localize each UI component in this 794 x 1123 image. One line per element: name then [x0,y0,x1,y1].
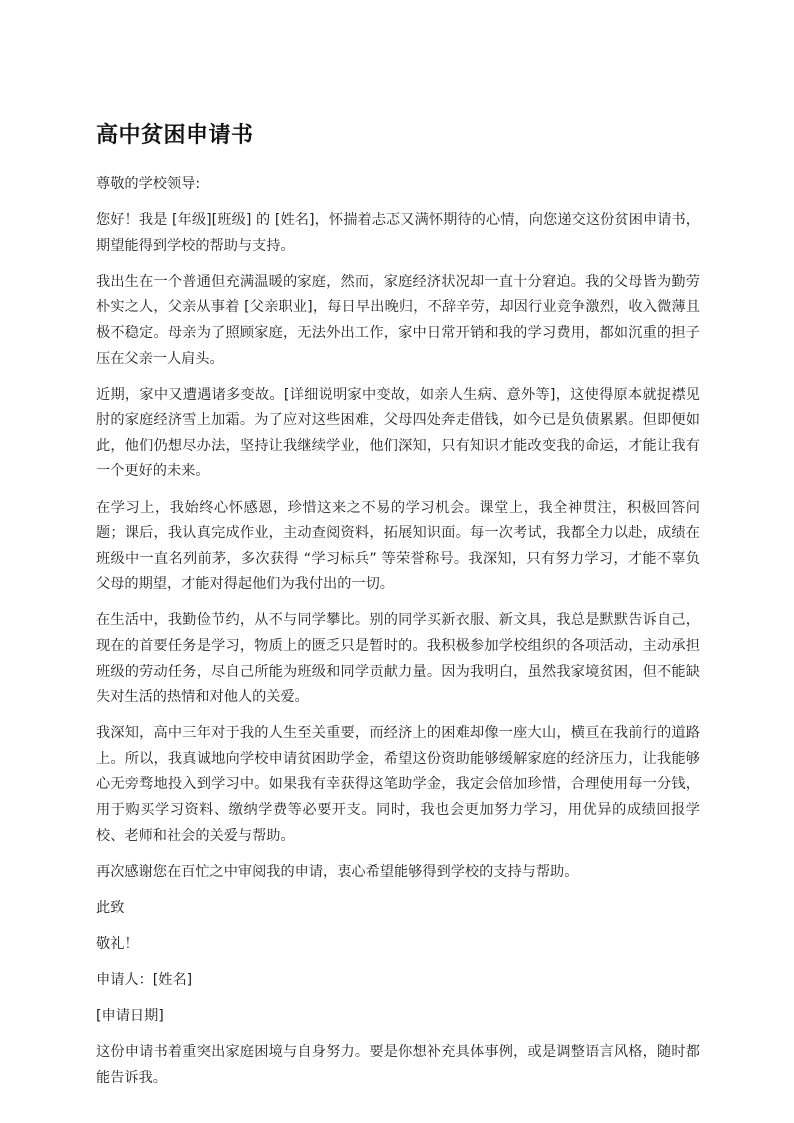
paragraph-request: 我深知，高中三年对于我的人生至关重要，而经济上的困难却像一座大山，横亘在我前行的道路上。所以，我真诚地向学校申请贫困助学金，希望这份资助能够缓解家庭的经济压力，让我能够心无旁骛地投入到学习中。如果我有幸获得这笔助学金，我定会倍加珍惜，合理使用每一分钱，用于购买学习资料、缴纳学费等必要开支。同时，我也会更加努力学习，用优异的成绩回报学校、老师和社会的关爱与帮助。 [96,725,700,844]
document-title: 高中贫困申请书 [96,123,254,148]
document-page [96,118,700,1102]
paragraph-family-background: 我出生在一个普通但充满温暖的家庭，然而，家庭经济状况却一直十分窘迫。我的父母皆为勤劳朴实之人，父亲从事着 [父亲职业]，每日早出晚归，不辞辛劳，却因行业竞争激烈，收入微薄且极不稳定。母亲为了照顾家庭，无法外出工作，家中日常开销和我的学习费用，都如沉重的担子压在父亲一人肩头。 [96,273,700,367]
paragraph-recent-hardship: 近期，家中又遭遇诸多变故。[详细说明家中变故，如亲人生病、意外等]，这使得原本就捉襟见肘的家庭经济雪上加霜。为了应对这些困难，父母四处奔走借钱，如今已是负债累累。但即便如此，他们仍想尽办法，坚持让我继续学业，他们深知，只有知识才能改变我的命运，才能让我有一个更好的未来。 [96,386,700,480]
paragraph-study: 在学习上，我始终心怀感恩，珍惜这来之不易的学习机会。课堂上，我全神贯注，积极回答问题；课后，我认真完成作业，主动查阅资料，拓展知识面。每一次考试，我都全力以赴，成绩在班级中一直名列前茅，多次获得 “学习标兵” 等荣誉称号。我深知，只有努力学习，才能不辜负父母的期望，才能对得起他们为我付出的一切。 [96,499,700,593]
paragraph-thanks: 再次感谢您在百忙之中审阅我的申请，衷心希望能够得到学校的支持与帮助。 [96,863,579,880]
paragraph-life: 在生活中，我勤俭节约，从不与同学攀比。别的同学买新衣服、新文具，我总是默默告诉自己，现在的首要任务是学习，物质上的匮乏只是暂时的。我积极参加学校组织的各项活动，主动承担班级的劳动任务，尽自己所能为班级和同学贡献力量。因为我明白，虽然我家境贫困，但不能缺失对生活的热情和对他人的关爱。 [96,612,700,706]
application-date: [申请日期] [96,1008,164,1025]
closing-line-1: 此致 [96,899,125,916]
paragraph-greeting: 您好！我是 [年级][班级] 的 [姓名]，怀揣着忐忑又满怀期待的心情，向您递交这份贫困申请书，期望能得到学校的帮助与支持。 [96,212,700,254]
assistant-note: 这份申请书着重突出家庭困境与自身努力。要是你想补充具体事例，或是调整语言风格，随时都能告诉我。 [96,1044,700,1086]
salutation: 尊敬的学校领导: [96,176,201,192]
closing-line-2: 敬礼！ [96,935,139,952]
signature: 申请人：[姓名] [96,972,193,989]
